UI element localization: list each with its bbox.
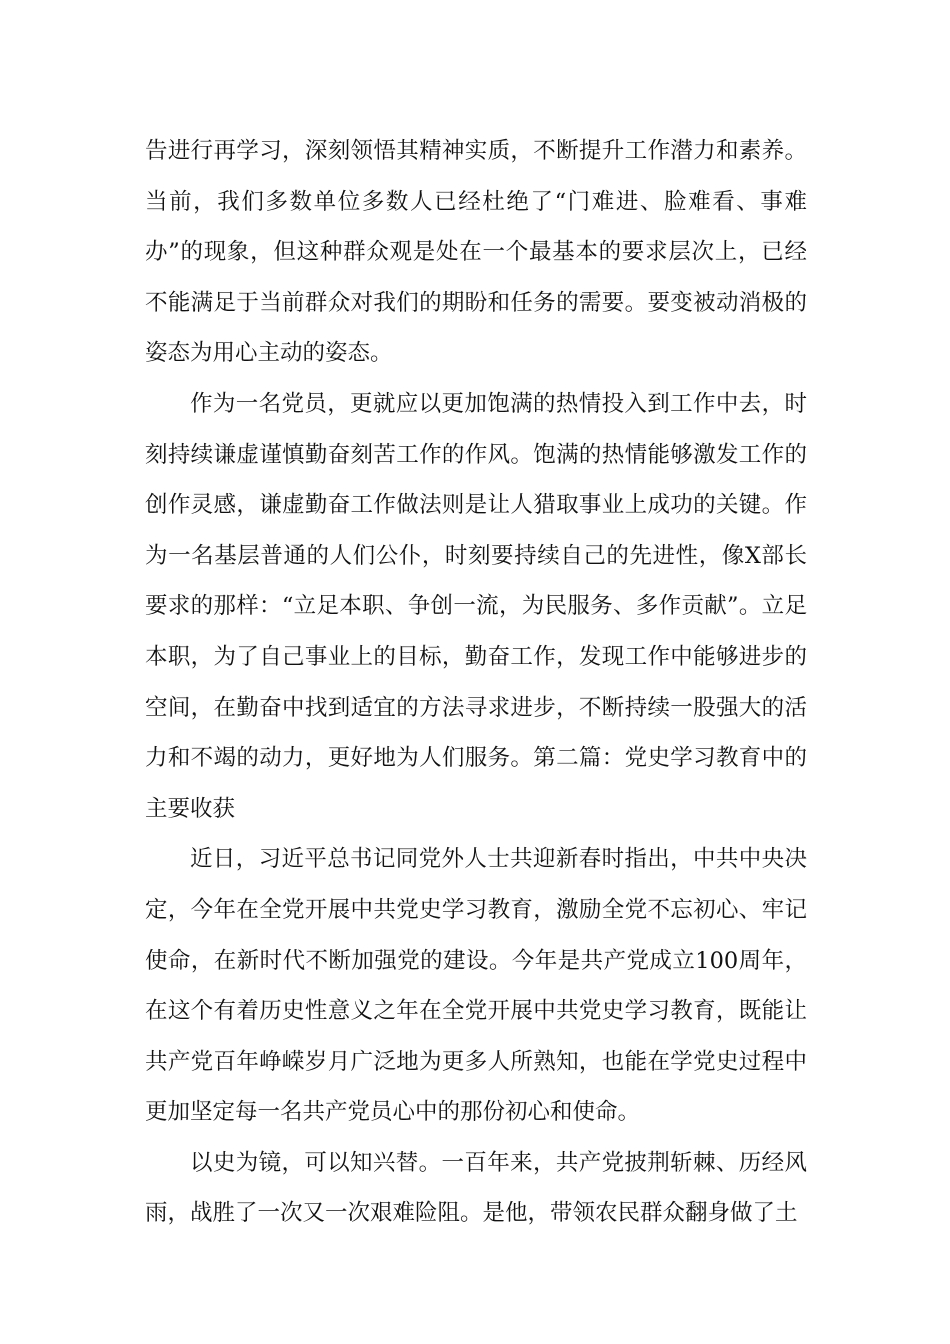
paragraph-continued: 告进行再学习，深刻领悟其精神实质，不断提升工作潜力和素养。当前，我们多数单位多数人已经杜绝了“门难进、脸难看、事难办”的现象，但这种群众观是处在一个最基本的要求层次上，已经不能满足于当前群众对我们的期盼和任务的需要。要变被动消极的姿态为用心主动的姿态。 <box>145 138 807 367</box>
paragraph: 作为一名党员，更就应以更加饱满的热情投入到工作中去，时刻持续谦虚谨慎勤奋刻苦工作的作风。饱满的热情能够激发工作的创作灵感，谦虚勤奋工作做法则是让人猎取事业上成功的关键。作为一名基层普通的人们公仆，时刻要持续自己的先进性，像X部长要求的那样：“立足本职、争创一流，为民服务、多作贡献”。立足本职，为了自己事业上的目标，勤奋工作，发现工作中能够进步的空间，在勤奋中找到适宜的方法寻求进步，不断持续一股强大的活力和不竭的动力，更好地为人们服务。第二篇：党史学习教育中的主要收获 <box>145 390 807 822</box>
paragraph: 近日，习近平总书记同党外人士共迎新春时指出，中共中央决定，今年在全党开展中共党史学习教育，激励全党不忘初心、牢记使命，在新时代不断加强党的建设。今年是共产党成立100周年，在这个有着历史性意义之年在全党开展中共党史学习教育，既能让共产党百年峥嵘岁月广泛地为更多人所熟知，也能在学党史过程中更加坚定每一名共产党员心中的那份初心和使命。 <box>145 846 807 1126</box>
paragraph: 以史为镜，可以知兴替。一百年来，共产党披荆斩棘、历经风雨，战胜了一次又一次艰难险阻。是他，带领农民群众翻身做了土 <box>145 1149 807 1227</box>
body-text <box>145 126 807 1239</box>
